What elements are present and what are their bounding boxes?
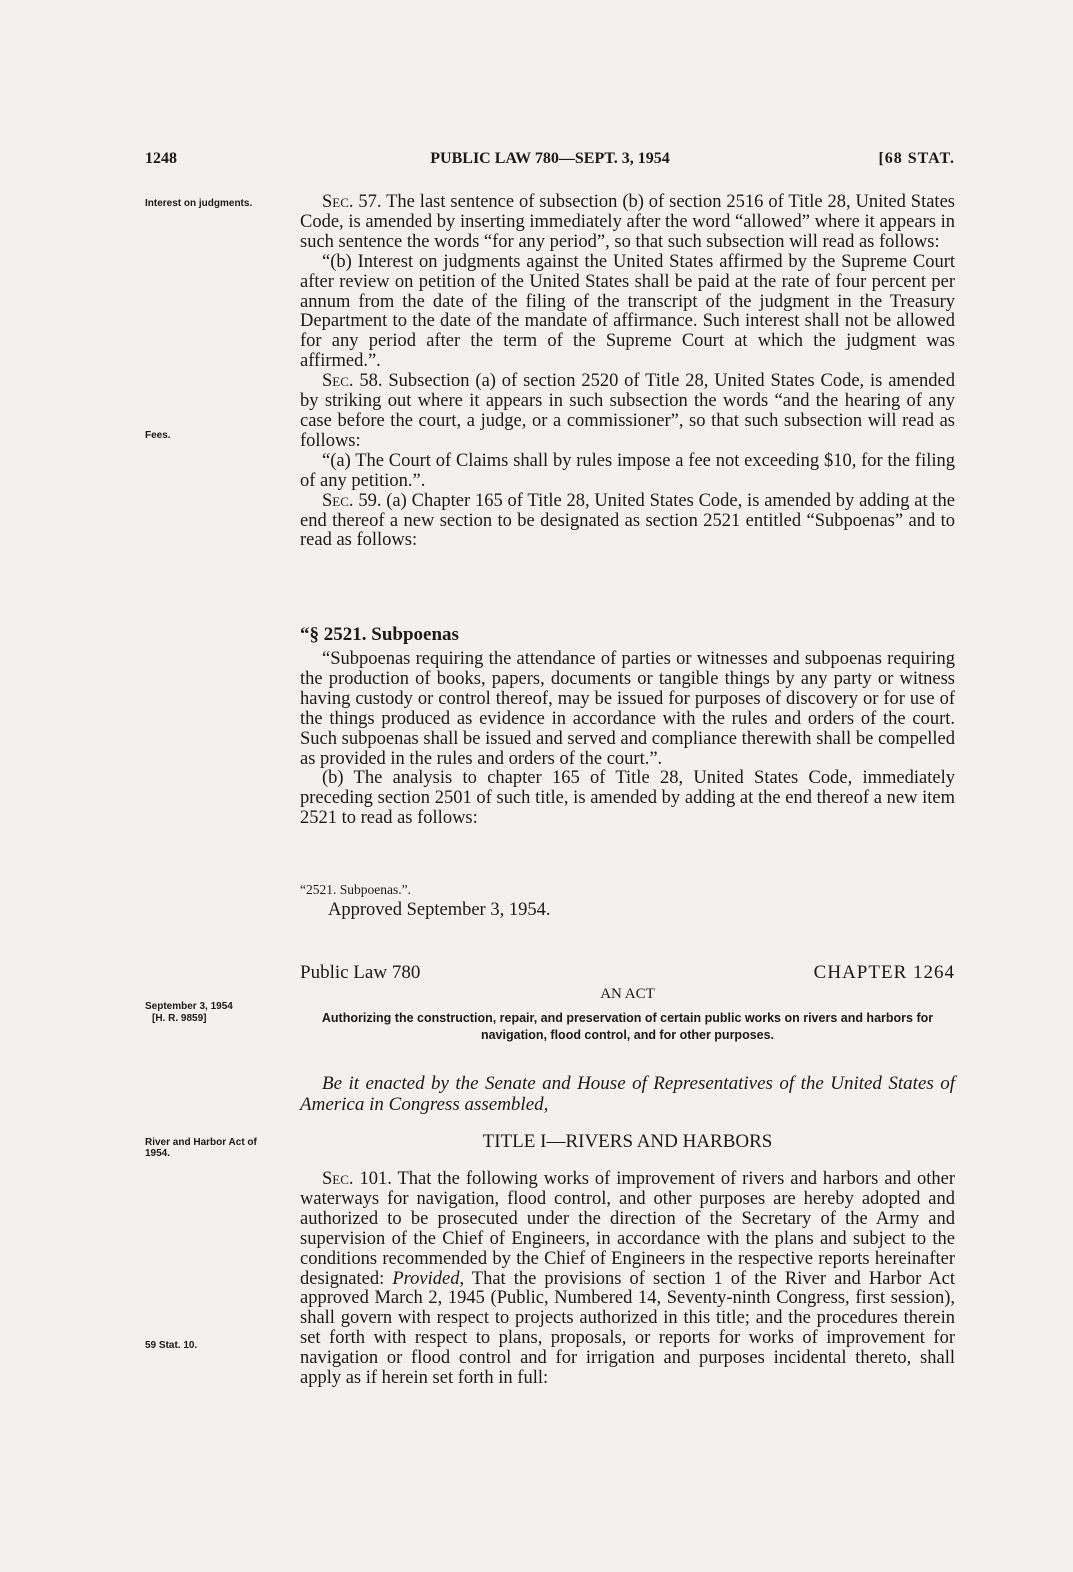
subpoenas-quote: “Subpoenas requiring the attendance of parties or witnesses and subpoenas requiring the production of books, papers, documents or tangible things by any party or witness having custody or control thereof, may be issued for purposes of discovery or for use of the things produced as evidence in accordance with the rules and orders of the court. Such subpoenas shall be issued and served and compliance therewith shall be compelled as provided in the rules and orders of the court.”.	[300, 649, 955, 769]
margin-note-bill: [H. R. 9859]	[152, 1013, 207, 1024]
an-act-heading: AN ACT	[600, 986, 655, 1002]
page-number: 1248	[145, 150, 177, 167]
sec57-text: The last sentence of subsection (b) of section 2516 of Title 28, United States Code, is amended by inserting immediately after the word “allowed” where it appears in such sentence the words “for any period”, so that such subsection will read as follows:	[300, 192, 955, 252]
sections-57-59a	[300, 193, 955, 551]
sec57-label: Sec. 57.	[322, 192, 382, 212]
sec101-paragraph	[300, 1170, 955, 1389]
sec57-quote: “(b) Interest on judgments against the United States affirmed by the Supreme Court after review on petition of the United States shall be paid at the rate of four percent per annum from the date of the filing of the transcript of the judgment in the Treasury Department to the date of the mandate of affirmance. Such interest shall not be allowed for any period after the term of the Supreme Court at which the judgment was affirmed.”.	[300, 251, 955, 372]
sec58-text: Subsection (a) of section 2520 of Title 28, United States Code, is amended by striking out where it appears in such subsection the words “and the hearing of any case before the court, a judge, or a commissioner”, so that such subsection will read as follows:	[300, 371, 955, 451]
chapter-number: CHAPTER 1264	[813, 962, 955, 983]
approved-line: Approved September 3, 1954.	[328, 900, 551, 920]
long-title: Authorizing the construction, repair, and preservation of certain public works on rivers and harbors for navigation, flood control, and for other purposes.	[321, 1011, 934, 1042]
section-2521-heading: “§ 2521. Subpoenas	[300, 624, 459, 645]
margin-note-date: September 3, 1954	[145, 1001, 233, 1012]
sec59-label: Sec. 59.	[322, 490, 382, 511]
analysis-item: “2521. Subpoenas.”.	[300, 882, 411, 897]
enacting-text: Be it enacted by the Senate and House of Representatives of the United States of America in Congress assembled,	[300, 1073, 955, 1115]
sec101-label: Sec. 101.	[322, 1169, 392, 1189]
public-law-number: Public Law 780	[300, 962, 421, 983]
sec59-paragraph	[300, 492, 955, 552]
section-101	[300, 1170, 955, 1389]
public-law-line	[300, 962, 955, 984]
sec58-label: Sec. 58.	[322, 371, 383, 392]
enacting-clause	[300, 1073, 955, 1115]
margin-note-stat: 59 Stat. 10.	[145, 1340, 198, 1351]
sec58-paragraph	[300, 372, 955, 452]
volume-ref: [68 STAT.	[878, 150, 955, 167]
margin-note-interest: Interest on judgments.	[145, 198, 253, 209]
sec57-paragraph	[300, 193, 955, 253]
margin-note-act: River and Harbor Act of 1954.	[145, 1137, 257, 1159]
sec59-b: (b) The analysis to chapter 165 of Title 28, United States Code, immediately preceding section 2501 of such title, is amended by adding at the end thereof a new item 2521 to read as follows:	[300, 768, 955, 829]
running-head	[145, 150, 955, 172]
provided-word: Provided	[392, 1268, 460, 1289]
sec59-text: (a) Chapter 165 of Title 28, United States Code, is amended by adding at the end thereof a new section to be designated as section 2521 entitled “Subpoenas” and to read as follows:	[300, 490, 955, 551]
title-heading: TITLE I—RIVERS AND HARBORS	[482, 1131, 773, 1152]
running-title: PUBLIC LAW 780—SEPT. 3, 1954	[430, 150, 670, 167]
sec58-quote: “(a) The Court of Claims shall by rules impose a fee not exceeding $10, for the filing of any petition.”.	[300, 450, 955, 491]
section-2521-body	[300, 650, 955, 829]
sec101-text-b: , That the provisions of section 1 of the River and Harbor Act approved March 2, 1945 (Public, Numbered 14, Seventy-ninth Congress, first session), shall govern with respect to projects authorized in this title; and the procedures therein set forth with respect to plans, proposals, or reports for works of improvement for navigation or flood control and for irrigation and purposes incidental thereto, shall apply as if herein set forth in full:	[300, 1268, 955, 1389]
sec101-text-a: That the following works of improvement of rivers and harbors and other waterways for navigation, flood control, and other purposes are hereby adopted and authorized to be prosecuted under the direction of the Secretary of the Army and supervision of the Chief of Engineers, in accordance with the plans and subject to the conditions recommended by the Chief of Engineers in the respective reports hereinafter designated:	[300, 1169, 955, 1289]
margin-note-fees: Fees.	[145, 430, 171, 441]
